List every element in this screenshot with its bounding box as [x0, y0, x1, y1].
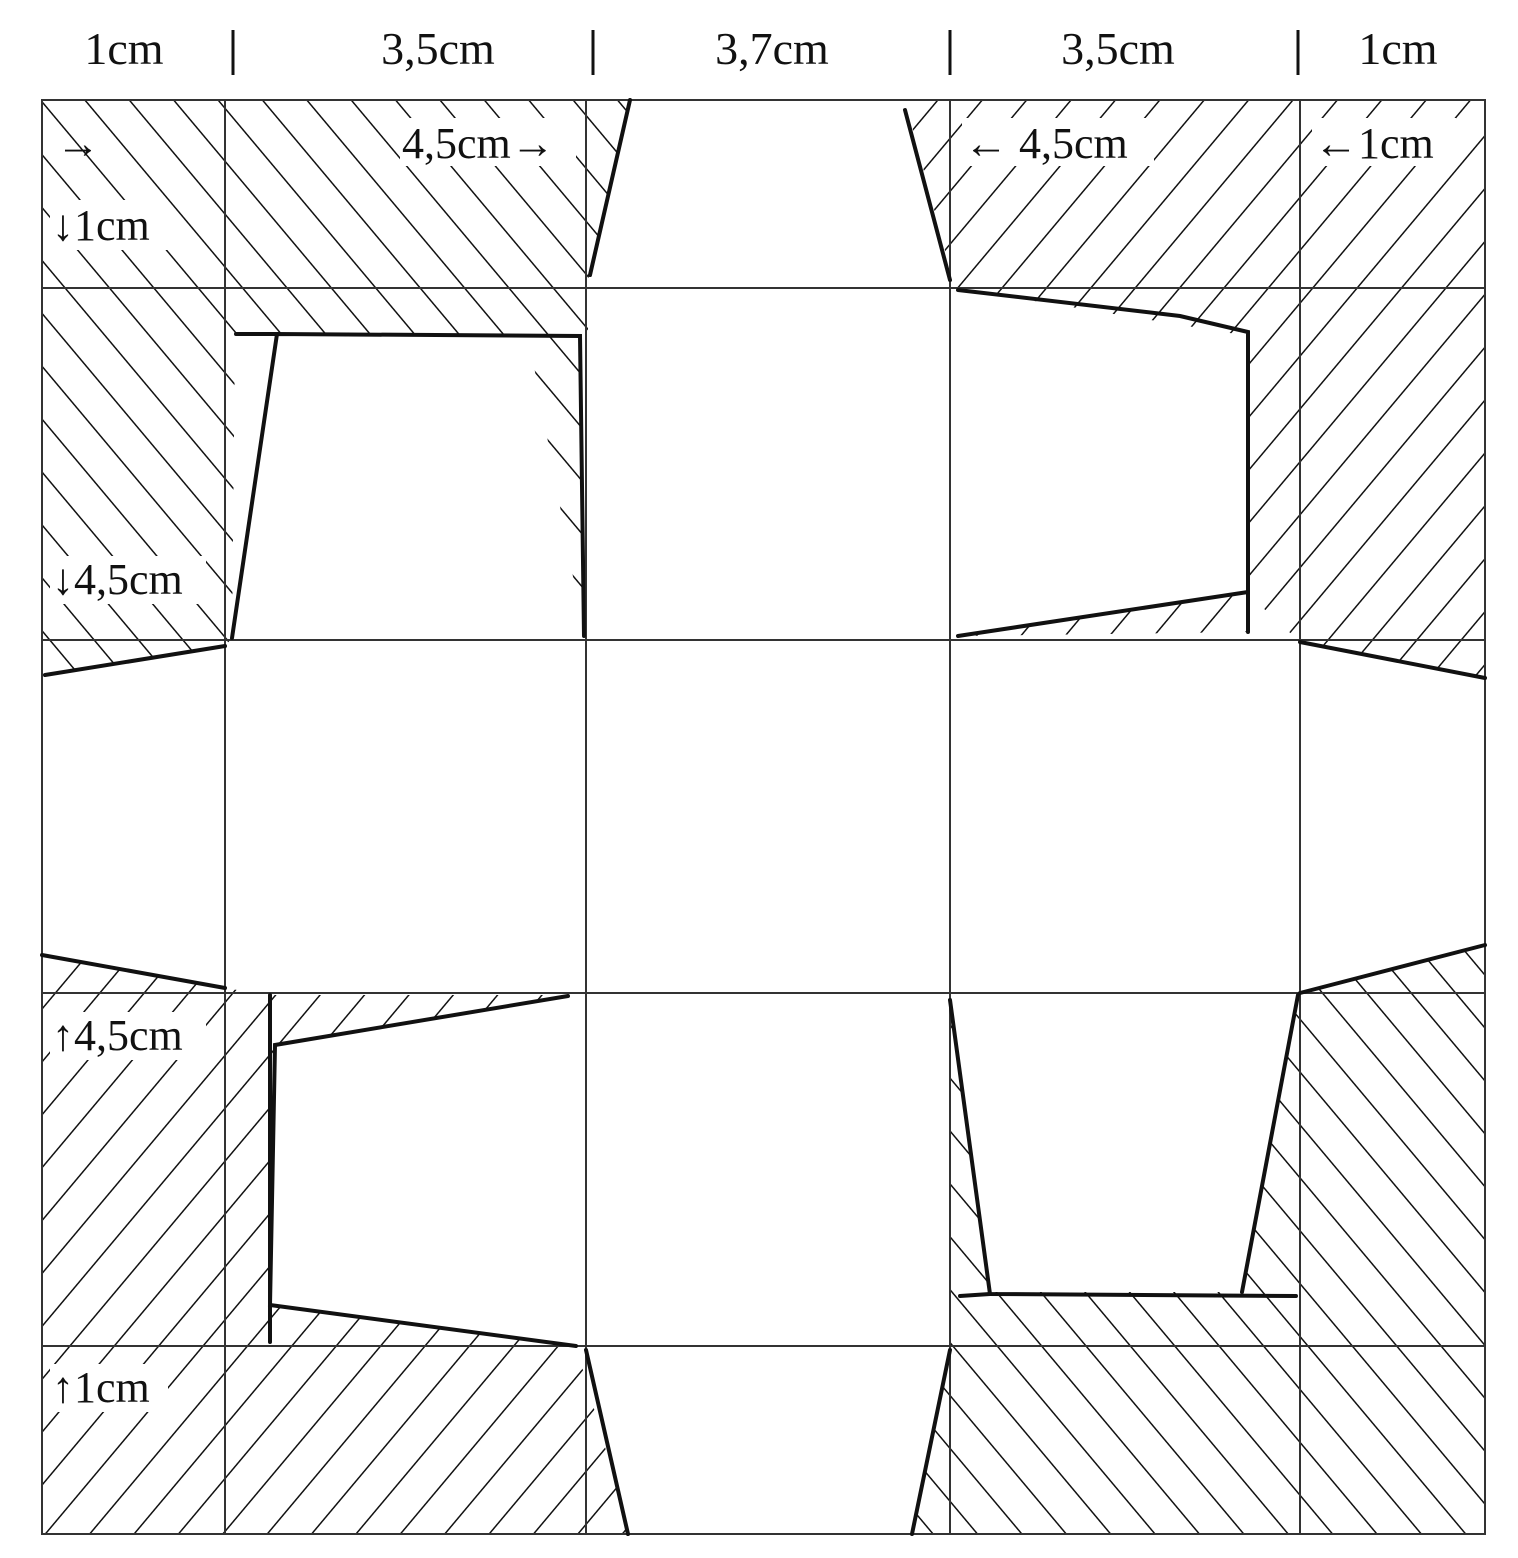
annotation-left-up-mid: ↑4,5cm	[52, 1011, 183, 1060]
annotation-top-left-down: ↓1cm	[52, 201, 150, 250]
hatch-top-right	[905, 100, 1485, 678]
annotation-top-right-left: ← 4,5cm	[964, 119, 1128, 168]
hatch-top-left-inner-right	[528, 334, 584, 636]
column-label-5: 1cm	[1358, 23, 1438, 74]
column-label-1: 1cm	[84, 23, 164, 74]
annotation-top-left-arrow: →	[56, 119, 100, 168]
column-label-2: 3,5cm	[381, 23, 495, 74]
annotation-top-left-right: 4,5cm→	[402, 119, 555, 168]
annotation-bottom-left-up: ↑1cm	[52, 1363, 150, 1412]
hatched-regions	[42, 100, 1485, 1534]
column-label-3: 3,7cm	[715, 23, 829, 74]
column-label-4: 3,5cm	[1061, 23, 1175, 74]
annotation-top-right-far: ←1cm	[1314, 119, 1434, 168]
column-labels	[84, 23, 1437, 74]
hatch-bottom-right	[912, 945, 1485, 1534]
annotation-left-down-mid: ↓4,5cm	[52, 555, 183, 604]
